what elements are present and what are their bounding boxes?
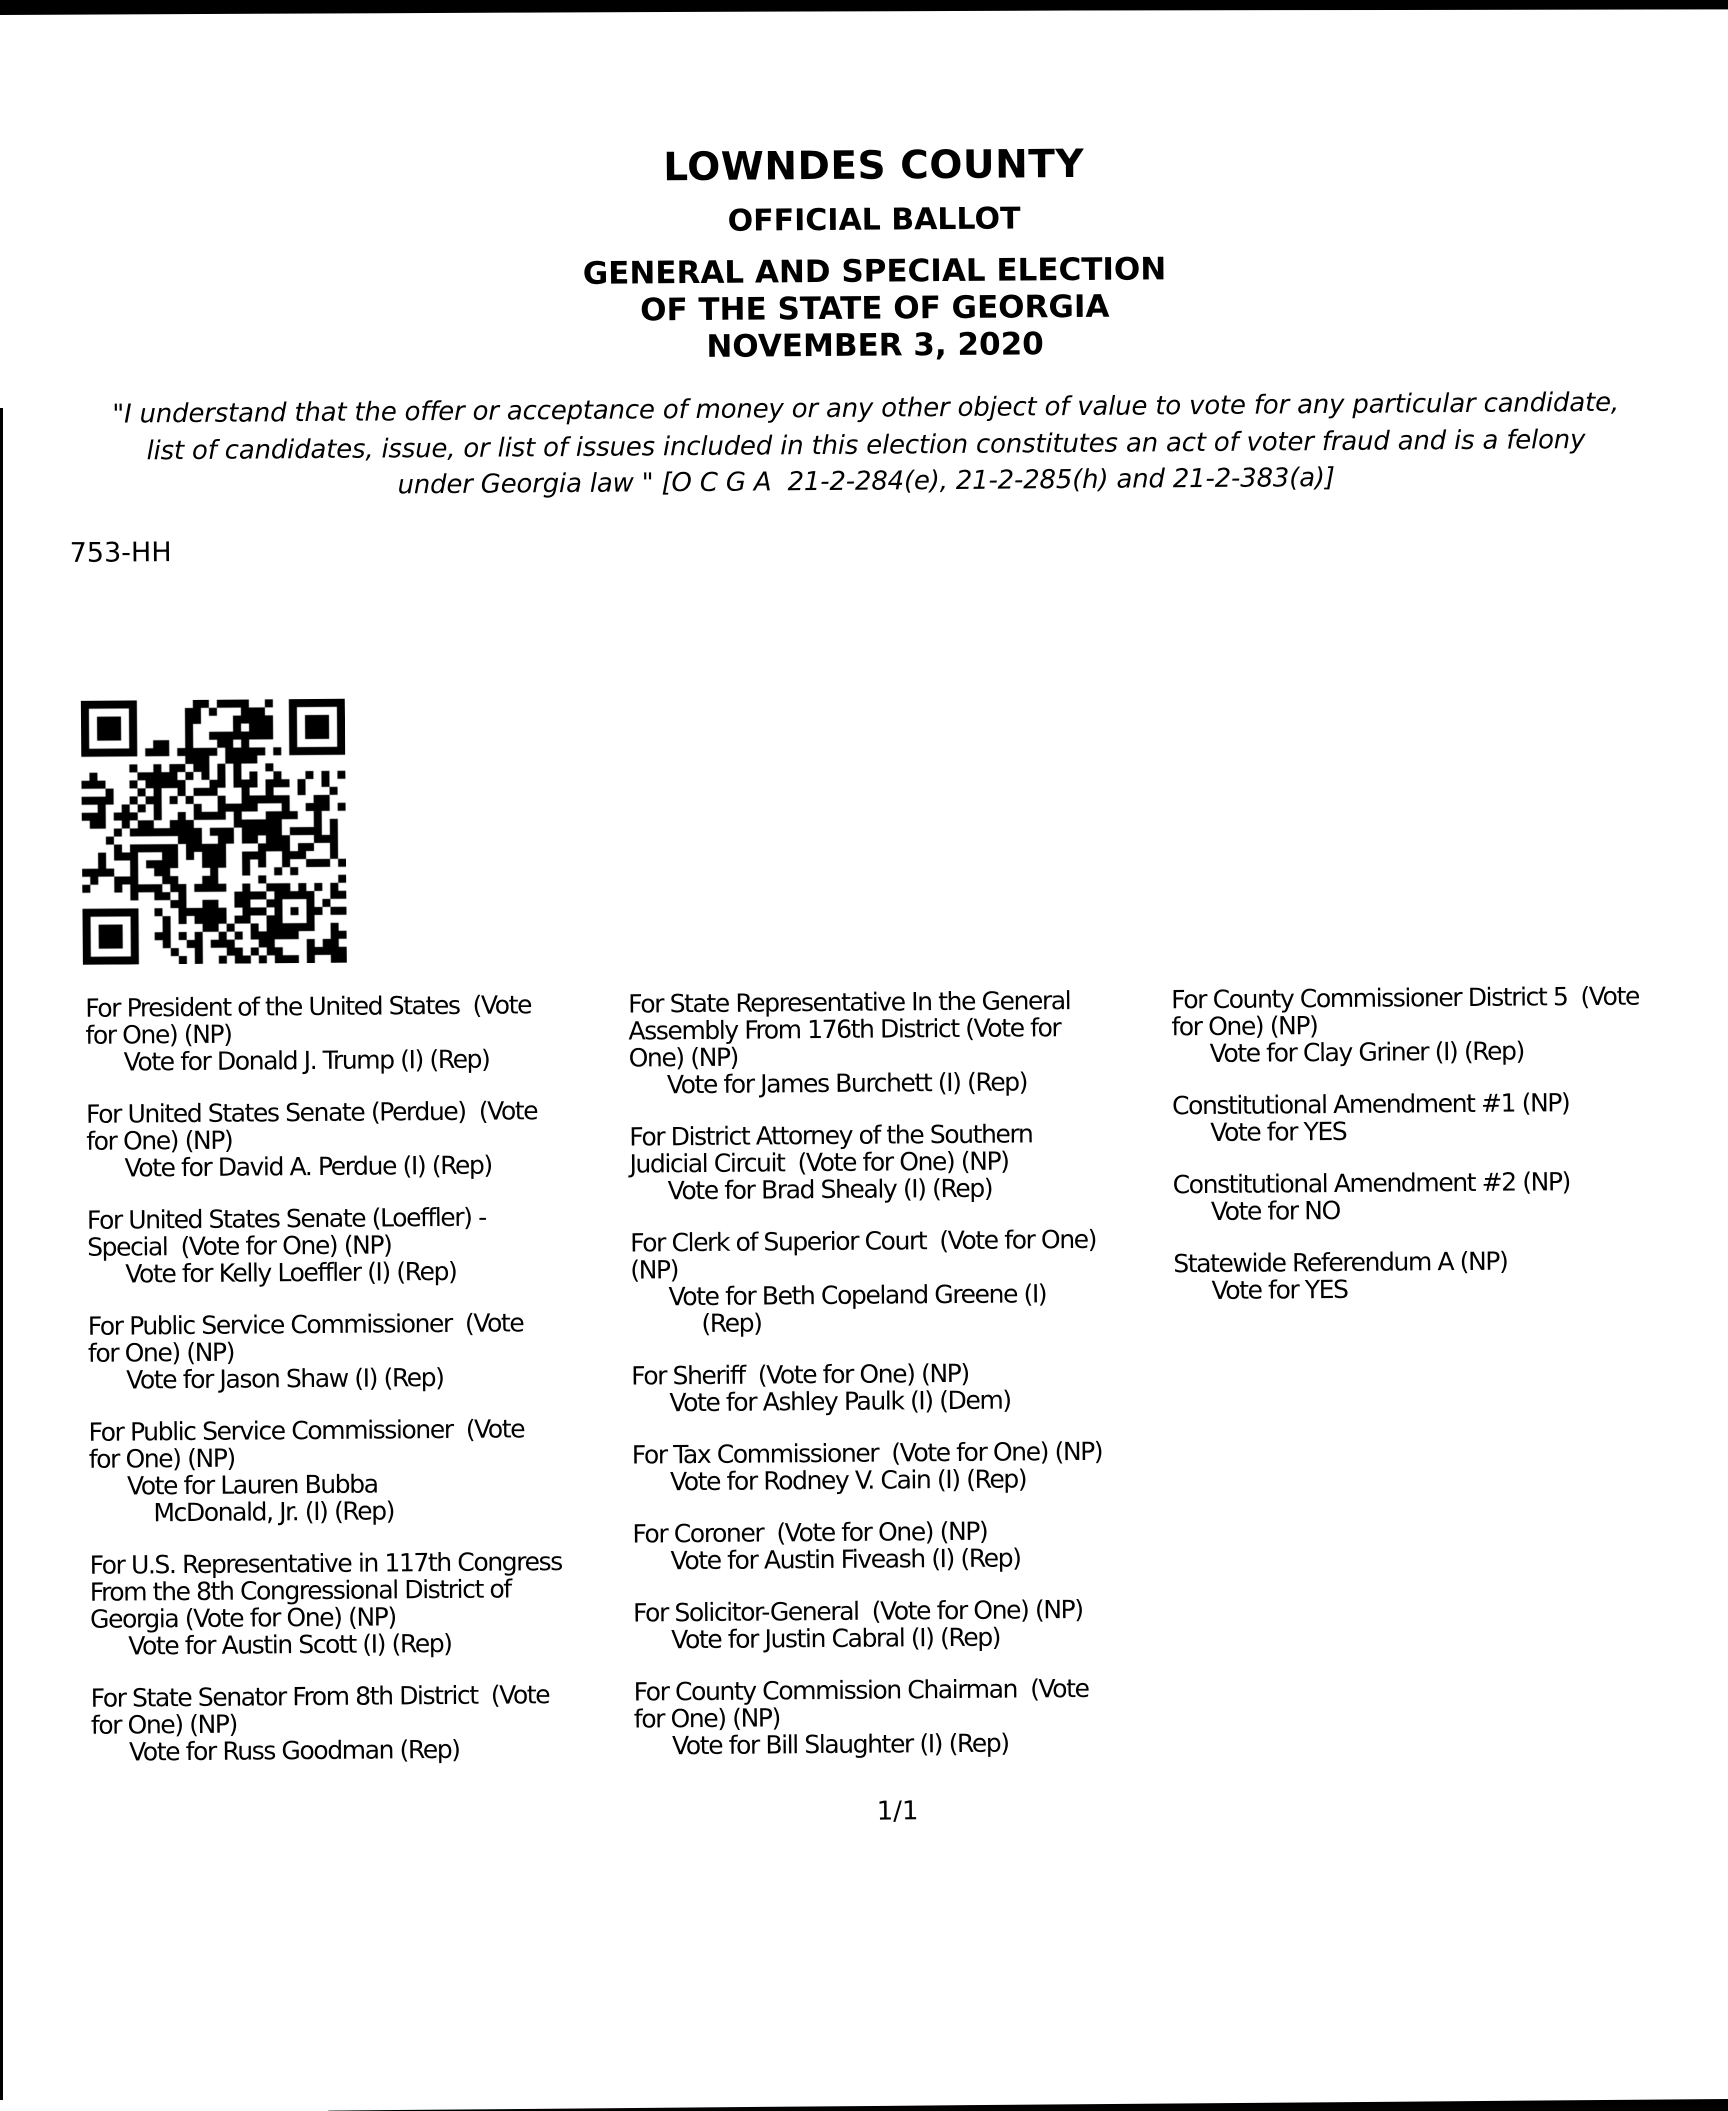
contest-title: Statewide Referendum A (NP) bbox=[1173, 1246, 1508, 1279]
vote-selection: Vote for Kelly Loeffler (I) (Rep) bbox=[125, 1256, 457, 1289]
contest-title: For Clerk of Superior Court (Vote for One) (NP) bbox=[630, 1224, 1097, 1285]
vote-selection: Vote for James Burchett (I) (Rep) bbox=[666, 1067, 1028, 1100]
contest-entry bbox=[88, 1309, 629, 1394]
contest-entry bbox=[1173, 1246, 1728, 1304]
contest-title: For Sheriff (Vote for One) (NP) bbox=[631, 1358, 969, 1391]
ballot-column-1 bbox=[85, 991, 631, 1791]
contest-entry bbox=[86, 1097, 627, 1182]
contest-entry bbox=[631, 1358, 1171, 1416]
contest-title: For Solicitor-General (Vote for One) (NP) bbox=[632, 1594, 1083, 1628]
contest-entry bbox=[1172, 1088, 1728, 1146]
contest-entry bbox=[634, 1674, 1175, 1759]
county-title: LOWNDES COUNTY bbox=[663, 141, 1085, 191]
contest-entry bbox=[85, 991, 626, 1076]
contest-title: For County Commission Chairman (Vote for One) (NP) bbox=[633, 1673, 1089, 1734]
election-title-line1: GENERAL AND SPECIAL ELECTION bbox=[582, 251, 1167, 292]
contest-title: For State Senator From 8th District (Vote for One) (NP) bbox=[90, 1680, 550, 1740]
contest-title: For United States Senate (Perdue) (Vote for One) (NP) bbox=[85, 1096, 538, 1156]
contest-title: For State Representative In the General Assembly From 176th District (Vote for One) (NP) bbox=[628, 986, 1071, 1073]
ballot-column-3 bbox=[1171, 982, 1728, 1329]
vote-selection: Vote for YES bbox=[1211, 1274, 1348, 1305]
contest-entry bbox=[633, 1595, 1173, 1653]
contest-title: For Public Service Commissioner (Vote for One) (NP) bbox=[88, 1414, 525, 1474]
vote-selection: Vote for Justin Cabral (I) (Rep) bbox=[671, 1622, 1001, 1655]
vote-selection: Vote for Ashley Paulk (I) (Dem) bbox=[669, 1385, 1011, 1418]
vote-selection: Vote for Clay Griner (I) (Rep) bbox=[1209, 1036, 1525, 1068]
contest-title: For Coroner (Vote for One) (NP) bbox=[632, 1516, 988, 1549]
ballot-style-code: 753-HH bbox=[69, 537, 172, 569]
contest-title: For Tax Commissioner (Vote for One) (NP) bbox=[631, 1436, 1103, 1470]
vote-selection: Vote for Beth Copeland Greene (I) (Rep) bbox=[668, 1279, 1047, 1339]
vote-selection: Vote for David A. Perdue (I) (Rep) bbox=[124, 1150, 492, 1183]
page-number: 1/1 bbox=[876, 1796, 919, 1827]
contest-title: Constitutional Amendment #2 (NP) bbox=[1172, 1167, 1571, 1200]
election-title bbox=[25, 247, 1724, 371]
ballot-column-2 bbox=[628, 986, 1174, 1784]
vote-selection: Vote for Jason Shaw (I) (Rep) bbox=[126, 1362, 444, 1395]
ballot-header bbox=[25, 140, 1725, 371]
election-date: NOVEMBER 3, 2020 bbox=[706, 326, 1044, 365]
contest-entry bbox=[88, 1415, 629, 1527]
contest-title: For President of the United States (Vote for One) (NP) bbox=[85, 990, 532, 1050]
contest-title: Constitutional Amendment #1 (NP) bbox=[1171, 1088, 1570, 1121]
contest-entry bbox=[90, 1548, 631, 1660]
contest-entry bbox=[1173, 1167, 1728, 1225]
vote-selection: Vote for Austin Scott (I) (Rep) bbox=[128, 1628, 452, 1661]
contest-entry bbox=[629, 1119, 1170, 1204]
vote-selection: Vote for Russ Goodman (Rep) bbox=[128, 1734, 460, 1767]
vote-selection: Vote for Brad Shealy (I) (Rep) bbox=[667, 1173, 993, 1206]
contest-title: For County Commissioner District 5 (Vote for One) (NP) bbox=[1171, 981, 1640, 1042]
vote-selection: Vote for Donald J. Trump (I) (Rep) bbox=[123, 1044, 490, 1077]
contest-entry bbox=[632, 1516, 1172, 1574]
contest-entry bbox=[87, 1203, 628, 1288]
vote-selection: Vote for Austin Fiveash (I) (Rep) bbox=[670, 1543, 1021, 1576]
vote-selection: Vote for Lauren Bubba McDonald, Jr. (I) (Rep) bbox=[126, 1469, 395, 1528]
vote-selection: Vote for YES bbox=[1210, 1116, 1347, 1147]
contest-title: For U.S. Representative in 117th Congress From the 8th Congressional District of Georgia (Vote for One) (NP) bbox=[89, 1547, 562, 1634]
vote-selection: Vote for Rodney V. Cain (I) (Rep) bbox=[669, 1464, 1027, 1497]
contest-entry bbox=[628, 986, 1169, 1098]
contest-entry bbox=[91, 1681, 632, 1766]
election-title-line2: OF THE STATE OF GEORGIA bbox=[639, 288, 1110, 329]
ballot-type-title: OFFICIAL BALLOT bbox=[727, 201, 1021, 239]
contest-title: For District Attorney of the Southern Judicial Circuit (Vote for One) (NP) bbox=[629, 1119, 1033, 1179]
contest-entry bbox=[1171, 982, 1728, 1067]
contest-entry bbox=[632, 1437, 1172, 1495]
vote-selection: Vote for NO bbox=[1210, 1195, 1340, 1226]
qr-code-icon bbox=[81, 699, 347, 965]
voter-fraud-disclaimer: "I understand that the offer or acceptance of money or any other object of value to vote for any particular candidate, list of candidates, issue, or list of issues included in this election constitutes an act of voter fraud and is a felony under Georgia law " [O C G A 21-2-284(e), 21-2-285(h) and 21-2-383(a)] bbox=[112, 387, 1619, 501]
vote-selection: Vote for Bill Slaughter (I) (Rep) bbox=[671, 1728, 1009, 1761]
contest-title: For United States Senate (Loeffler) - Special (Vote for One) (NP) bbox=[86, 1202, 486, 1262]
contest-title: For Public Service Commissioner (Vote for One) (NP) bbox=[87, 1308, 524, 1368]
contest-entry bbox=[630, 1225, 1171, 1337]
